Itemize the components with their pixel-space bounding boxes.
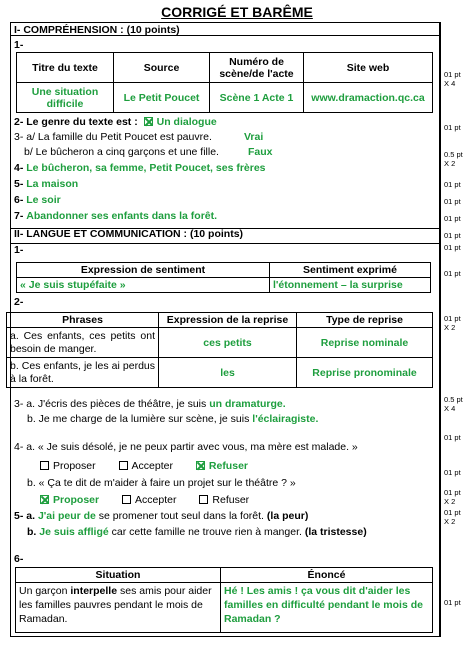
checkbox-icon: [199, 495, 208, 504]
reprise-header-expression: Expression de la reprise: [159, 313, 297, 328]
s1-q5-answer: La maison: [26, 178, 79, 190]
s1-q3b-label: b/ Le bûcheron a cinq garçons et une fille.: [24, 146, 219, 158]
s1-q6-answer: Le soir: [26, 194, 61, 206]
score-11: 0.5 pt X 4: [444, 395, 463, 413]
s1-q3a-label: 3- a/ La famille du Petit Poucet est pauvre.: [14, 131, 212, 143]
s2-q4b-options: [40, 494, 249, 506]
s2-q4a-text: 4- a. « Je suis désolé, je ne peux partir avec vous, ma mère est malade. »: [14, 441, 358, 453]
s1-q3a-answer: Vrai: [244, 131, 264, 143]
s2-q5a: 5- a. J'ai peur de se promener tout seul dans la forêt. (la peur): [14, 510, 309, 522]
option-accepter: Accepter: [135, 494, 177, 506]
s1-q7-answer: Abandonner ses enfants dans la forêt.: [26, 210, 218, 222]
source-cell-title: Une situation difficile: [17, 83, 114, 113]
option-refuser-selected: Refuser: [208, 460, 248, 472]
s1-q1-number: 1-: [14, 39, 24, 51]
option-proposer-selected: Proposer: [53, 494, 100, 506]
situation-header: Situation: [16, 568, 221, 583]
s2-q6-number: 6-: [14, 553, 24, 565]
s1-q4: 4- Le bûcheron, sa femme, Petit Poucet, ses frères: [14, 162, 266, 174]
s1-q7: 7- Abandonner ses enfants dans la forêt.: [14, 210, 218, 222]
checked-box-icon: [196, 461, 205, 470]
section2-heading: II- LANGUE ET COMMUNICATION : (10 points): [14, 228, 244, 240]
situation-cell: Un garçon interpelle ses amis pour aider les familles pauvres pendant le mois de Ramadan.: [16, 583, 221, 633]
score-column-divider: [440, 22, 441, 637]
source-table: [16, 52, 433, 113]
checkbox-icon: [40, 461, 49, 470]
s2-q2-number: 2-: [14, 296, 24, 308]
s1-q2-answer: Un dialogue: [156, 116, 217, 128]
s2-q5b-answer: Je suis affligé: [39, 526, 109, 538]
score-2: 01 pt: [444, 123, 461, 132]
situation-table: [15, 567, 433, 633]
s2-q3b-answer: l'éclairagiste.: [252, 413, 319, 425]
score-16: 01 pt: [444, 598, 461, 607]
score-14: 01 pt X 2: [444, 488, 461, 506]
source-header-source: Source: [114, 53, 210, 83]
section1-heading: I- COMPRÉHENSION : (10 points): [14, 24, 180, 36]
s2-q5a-answer: J'ai peur de: [37, 510, 96, 522]
reprise-header-phrases: Phrases: [7, 313, 159, 328]
option-refuser: Refuser: [212, 494, 250, 506]
score-9: 01 pt: [444, 269, 461, 278]
score-1: 01 pt X 4: [444, 70, 461, 88]
reprise-row-a-expression: ces petits: [159, 328, 297, 358]
score-13: 01 pt: [444, 468, 461, 477]
source-header-website: Site web: [304, 53, 433, 83]
reprise-row-b-phrase: b. Ces enfants, je les ai perdus à la forêt.: [7, 358, 159, 388]
enonce-cell: Hé ! Les amis ! ça vous dit d'aider les familles en difficulté pendant le mois de Ramadan ?: [221, 583, 433, 633]
sentiment-table: [16, 262, 431, 293]
score-3: 0.5 pt X 2: [444, 150, 463, 168]
checkbox-icon: [122, 495, 131, 504]
s2-q1-number: 1-: [14, 244, 24, 256]
score-4: 01 pt: [444, 180, 461, 189]
section2-divider: [10, 243, 440, 244]
checked-box-icon: [144, 117, 153, 126]
page-title: CORRIGÉ ET BARÊME: [161, 4, 313, 20]
reprise-row-b-expression: les: [159, 358, 297, 388]
source-header-scene: Numéro de scène/de l'acte: [210, 53, 304, 83]
reprise-row-a-type: Reprise nominale: [297, 328, 433, 358]
enonce-header: Énoncé: [221, 568, 433, 583]
checked-box-icon: [40, 495, 49, 504]
source-header-title: Titre du texte: [17, 53, 114, 83]
score-5: 01 pt: [444, 197, 461, 206]
s2-q3a-answer: un dramaturge.: [209, 398, 286, 410]
score-15: 01 pt X 2: [444, 508, 461, 526]
source-cell-website: www.dramaction.qc.ca: [304, 83, 433, 113]
source-cell-source: Le Petit Poucet: [114, 83, 210, 113]
source-cell-scene: Scène 1 Acte 1: [210, 83, 304, 113]
s1-q2: [14, 116, 217, 128]
reprise-row-b-type: Reprise pronominale: [297, 358, 433, 388]
s1-q2-label: 2- Le genre du texte est :: [14, 116, 138, 128]
score-12: 01 pt: [444, 433, 461, 442]
s1-q4-answer: Le bûcheron, sa femme, Petit Poucet, ses frères: [26, 162, 266, 174]
reprise-header-type: Type de reprise: [297, 313, 433, 328]
sentiment-header-feeling: Sentiment exprimé: [270, 263, 431, 278]
sentiment-cell-feeling: l'étonnement – la surprise: [270, 278, 431, 293]
option-proposer: Proposer: [53, 460, 96, 472]
score-6: 01 pt: [444, 214, 461, 223]
option-accepter: Accepter: [131, 460, 173, 472]
reprise-table: [6, 312, 433, 388]
s1-q6: 6- Le soir: [14, 194, 61, 206]
reprise-row-a-phrase: a. Ces enfants, ces petits ont besoin de manger.: [7, 328, 159, 358]
s2-q3a: 3- a. J'écris des pièces de théâtre, je suis un dramaturge.: [14, 398, 286, 410]
s1-q5: 5- La maison: [14, 178, 79, 190]
s2-q4a-options: [40, 460, 248, 472]
score-7: 01 pt: [444, 231, 461, 240]
sentiment-cell-expression: « Je suis stupéfaite »: [17, 278, 270, 293]
score-8: 01 pt: [444, 243, 461, 252]
score-10: 01 pt X 2: [444, 314, 461, 332]
s2-q4b-text: b. « Ça te dit de m'aider à faire un projet sur le théâtre ? »: [27, 477, 296, 489]
sentiment-header-expression: Expression de sentiment: [17, 263, 270, 278]
s2-q3b: b. Je me charge de la lumière sur scène, je suis l'éclairagiste.: [27, 413, 319, 425]
checkbox-icon: [119, 461, 128, 470]
s1-q3b-answer: Faux: [248, 146, 273, 158]
s2-q5b: b. Je suis affligé car cette famille ne trouve rien à manger. (la tristesse): [27, 526, 367, 538]
